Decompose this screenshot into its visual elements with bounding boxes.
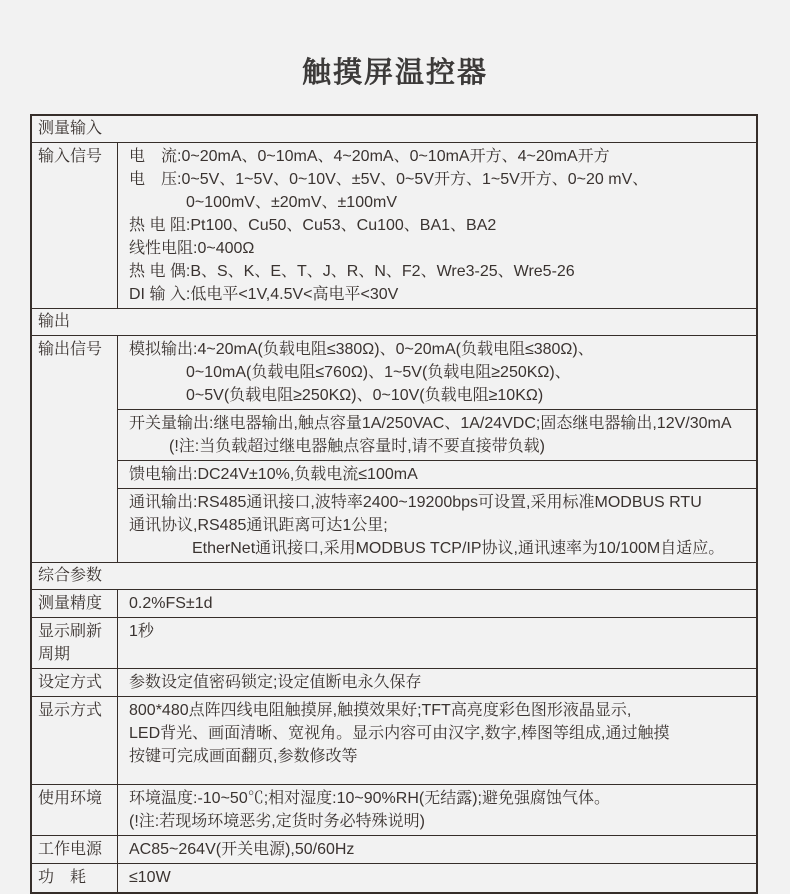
row-label-environment: 使用环境 bbox=[32, 785, 118, 835]
row-label-setting-mode: 设定方式 bbox=[32, 669, 118, 696]
row-output-signal bbox=[32, 335, 756, 562]
section-header-measure-input: 测量输入 bbox=[38, 120, 103, 137]
spec-table bbox=[30, 114, 758, 894]
spec-line-env-1: 环境温度:-10~50℃;相对湿度:10~90%RH(无结露);避免强腐蚀气体。 bbox=[129, 790, 610, 807]
spec-line-thermocouple: 热 电 偶:B、S、K、E、T、J、R、N、F2、Wre3-25、Wre5-26 bbox=[129, 263, 575, 280]
page-title: 触摸屏温控器 bbox=[301, 57, 488, 89]
spec-line-feed: 馈电输出:DC24V±10%,负载电流≤100mA bbox=[129, 466, 418, 483]
subrow-switch-output bbox=[118, 409, 756, 460]
spec-line-voltage: 电 压:0~5V、1~5V、0~10V、±5V、0~5V开方、1~5V开方、0~20 mV、 bbox=[129, 171, 649, 188]
row-environment bbox=[32, 784, 756, 835]
spec-line-comm-ethernet: EtherNet通讯接口,采用MODBUS TCP/IP协议,通讯速率为10/100M自适应。 bbox=[192, 540, 725, 557]
accuracy-value: 0.2%FS±1d bbox=[129, 595, 213, 612]
subrow-comm-output bbox=[118, 488, 756, 562]
spec-line-display-2: LED背光、画面清晰、宽视角。显示内容可由汉字,数字,棒图等组成,通过触摸 bbox=[129, 725, 670, 742]
row-label-power-consumption: 功 耗 bbox=[32, 864, 118, 892]
subrow-feed-output bbox=[118, 460, 756, 488]
spec-line-analog-3: 0~5V(负载电阻≥250KΩ)、0~10V(负载电阻≥10KΩ) bbox=[186, 387, 544, 404]
row-refresh-cycle bbox=[32, 617, 756, 668]
section-row-general-params bbox=[32, 562, 756, 589]
display-mode-content bbox=[118, 697, 756, 784]
spec-line-di-input: DI 输 入:低电平<1V,4.5V<高电平<30V bbox=[129, 286, 399, 303]
power-supply-value: AC85~264V(开关电源),50/60Hz bbox=[129, 841, 355, 858]
spec-line-display-1: 800*480点阵四线电阻触摸屏,触摸效果好;TFT高亮度彩色图形液晶显示, bbox=[129, 702, 632, 719]
refresh-cycle-value: 1秒 bbox=[129, 623, 154, 640]
spec-line-display-3: 按键可完成画面翻页,参数修改等 bbox=[129, 748, 358, 765]
row-power-supply bbox=[32, 835, 756, 863]
output-signal-content bbox=[118, 336, 756, 562]
section-row-output bbox=[32, 308, 756, 335]
row-label-power-supply: 工作电源 bbox=[32, 836, 118, 863]
section-row-measure-input bbox=[32, 116, 756, 142]
spec-line-switch-1: 开关量输出:继电器输出,触点容量1A/250VAC、1A/24VDC;固态继电器输出,12V/30mA bbox=[129, 415, 732, 432]
environment-content bbox=[118, 785, 756, 835]
spec-line-current: 电 流:0~20mA、0~10mA、4~20mA、0~10mA开方、4~20mA开方 bbox=[129, 148, 610, 165]
row-power-consumption bbox=[32, 863, 756, 892]
spec-line-comm-2: 通讯协议,RS485通讯距离可达1公里; bbox=[129, 517, 388, 534]
row-input-signal bbox=[32, 142, 756, 308]
power-consumption-value: ≤10W bbox=[129, 869, 171, 886]
row-label-refresh-cycle: 显示刷新周期 bbox=[32, 618, 118, 668]
row-label-accuracy: 测量精度 bbox=[32, 590, 118, 617]
row-label-display-mode: 显示方式 bbox=[32, 697, 118, 784]
spec-line-voltage-cont: 0~100mV、±20mV、±100mV bbox=[186, 194, 397, 211]
row-display-mode bbox=[32, 696, 756, 784]
spec-line-analog-2: 0~10mA(负载电阻≤760Ω)、1~5V(负载电阻≥250KΩ)、 bbox=[186, 364, 571, 381]
input-signal-content bbox=[118, 143, 756, 308]
spec-line-analog-1: 模拟输出:4~20mA(负载电阻≤380Ω)、0~20mA(负载电阻≤380Ω)、 bbox=[129, 341, 594, 358]
subrow-analog-output bbox=[118, 336, 756, 409]
setting-mode-value: 参数设定值密码锁定;设定值断电永久保存 bbox=[129, 674, 422, 691]
spec-line-comm-1: 通讯输出:RS485通讯接口,波特率2400~19200bps可设置,采用标准MODBUS RTU bbox=[129, 494, 702, 511]
spec-line-rtd: 热 电 阻:Pt100、Cu50、Cu53、Cu100、BA1、BA2 bbox=[129, 217, 497, 234]
section-header-output: 输出 bbox=[38, 313, 71, 330]
row-label-output-signal: 输出信号 bbox=[32, 336, 118, 562]
section-header-general-params: 综合参数 bbox=[38, 567, 103, 584]
spec-line-linear-resistance: 线性电阻:0~400Ω bbox=[129, 240, 255, 257]
row-label-input-signal: 输入信号 bbox=[32, 143, 118, 308]
spec-line-switch-note: (!注:当负载超过继电器触点容量时,请不要直接带负载) bbox=[169, 438, 545, 455]
row-accuracy bbox=[32, 589, 756, 617]
row-setting-mode bbox=[32, 668, 756, 696]
spec-line-env-note: (!注:若现场环境恶劣,定货时务必特殊说明) bbox=[129, 813, 425, 830]
